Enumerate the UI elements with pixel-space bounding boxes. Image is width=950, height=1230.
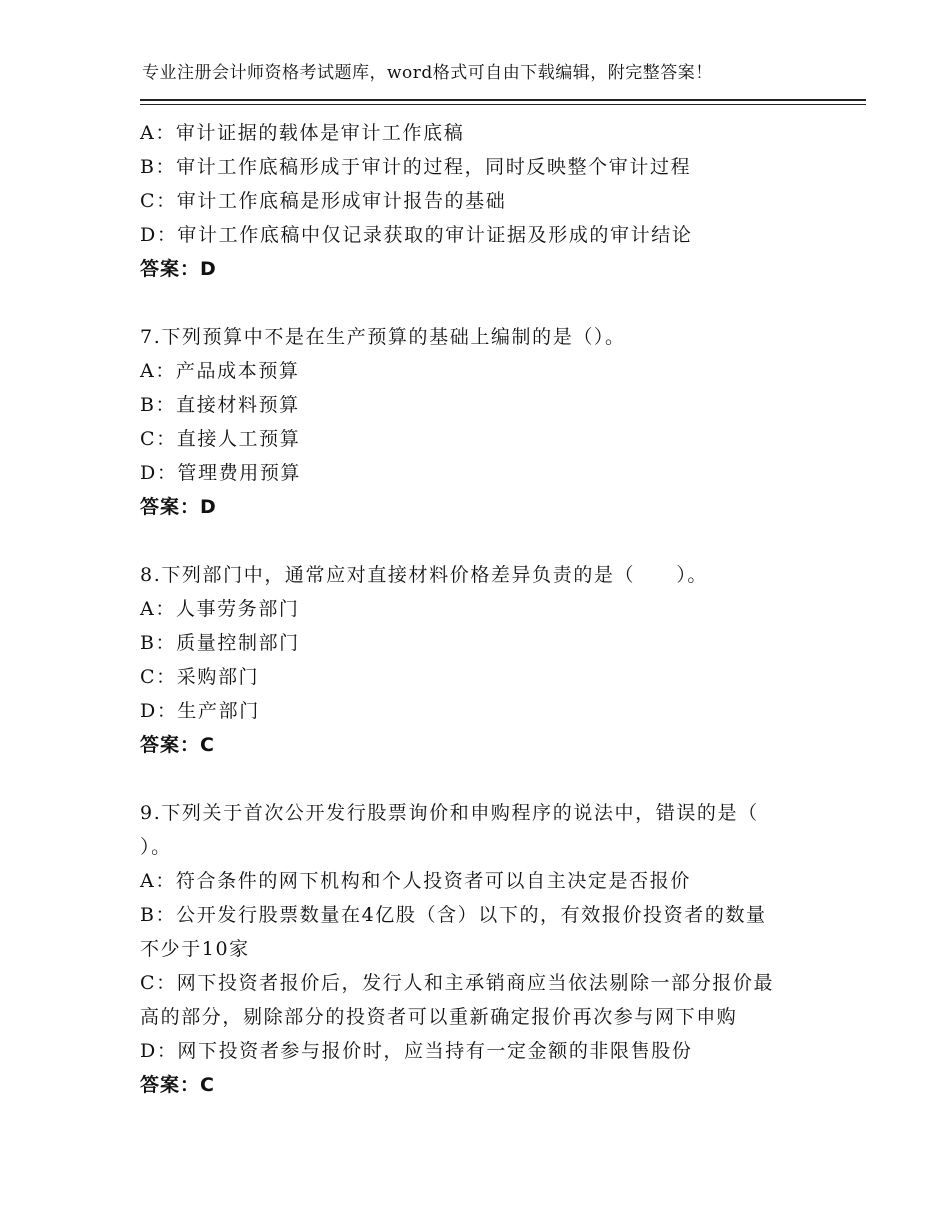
option-a: A：审计证据的载体是审计工作底稿 bbox=[140, 122, 465, 144]
option-a: A：符合条件的网下机构和个人投资者可以自主决定是否报价 bbox=[140, 870, 691, 892]
question-9 bbox=[140, 796, 820, 1102]
option-c: C：审计工作底稿是形成审计报告的基础 bbox=[140, 190, 507, 212]
option-b-line-2: 不少于10家 bbox=[140, 938, 250, 960]
option-b-line-1: B：公开发行股票数量在4亿股（含）以下的，有效报价投资者的数量 bbox=[140, 904, 767, 926]
header-rule-thick bbox=[140, 99, 866, 101]
option-c: C：直接人工预算 bbox=[140, 428, 301, 450]
question-6 bbox=[140, 116, 820, 286]
option-a: A：产品成本预算 bbox=[140, 360, 300, 382]
spacer bbox=[140, 286, 820, 320]
question-list bbox=[140, 116, 820, 1102]
option-c-line-1: C：网下投资者报价后，发行人和主承销商应当依法剔除一部分报价最 bbox=[140, 972, 775, 994]
header-rule-thin bbox=[140, 104, 866, 105]
page-header: 专业注册会计师资格考试题库，word格式可自由下载编辑，附完整答案！ bbox=[142, 63, 713, 83]
answer: 答案：C bbox=[140, 734, 215, 756]
option-d: D：审计工作底稿中仅记录获取的审计证据及形成的审计结论 bbox=[140, 224, 693, 246]
option-b: B：质量控制部门 bbox=[140, 632, 300, 654]
option-c: C：采购部门 bbox=[140, 666, 260, 688]
option-d: D：网下投资者参与报价时，应当持有一定金额的非限售股份 bbox=[140, 1040, 693, 1062]
spacer bbox=[140, 524, 820, 558]
option-a: A：人事劳务部门 bbox=[140, 598, 300, 620]
question-text: 8.下列部门中，通常应对直接材料价格差异负责的是（ ）。 bbox=[140, 564, 709, 586]
question-7 bbox=[140, 320, 820, 524]
option-d: D：管理费用预算 bbox=[140, 462, 302, 484]
answer: 答案：D bbox=[140, 258, 217, 280]
spacer bbox=[140, 762, 820, 796]
question-text: 7.下列预算中不是在生产预算的基础上编制的是（）。 bbox=[140, 326, 626, 348]
answer: 答案：C bbox=[140, 1074, 215, 1096]
question-text-line-2: ）。 bbox=[140, 836, 172, 858]
option-c-line-2: 高的部分，剔除部分的投资者可以重新确定报价再次参与网下申购 bbox=[140, 1006, 738, 1028]
option-d: D：生产部门 bbox=[140, 700, 260, 722]
option-b: B：直接材料预算 bbox=[140, 394, 300, 416]
question-text-line-1: 9.下列关于首次公开发行股票询价和申购程序的说法中，错误的是（ bbox=[140, 802, 759, 824]
option-b: B：审计工作底稿形成于审计的过程，同时反映整个审计过程 bbox=[140, 156, 692, 178]
question-8 bbox=[140, 558, 820, 762]
answer: 答案：D bbox=[140, 496, 217, 518]
